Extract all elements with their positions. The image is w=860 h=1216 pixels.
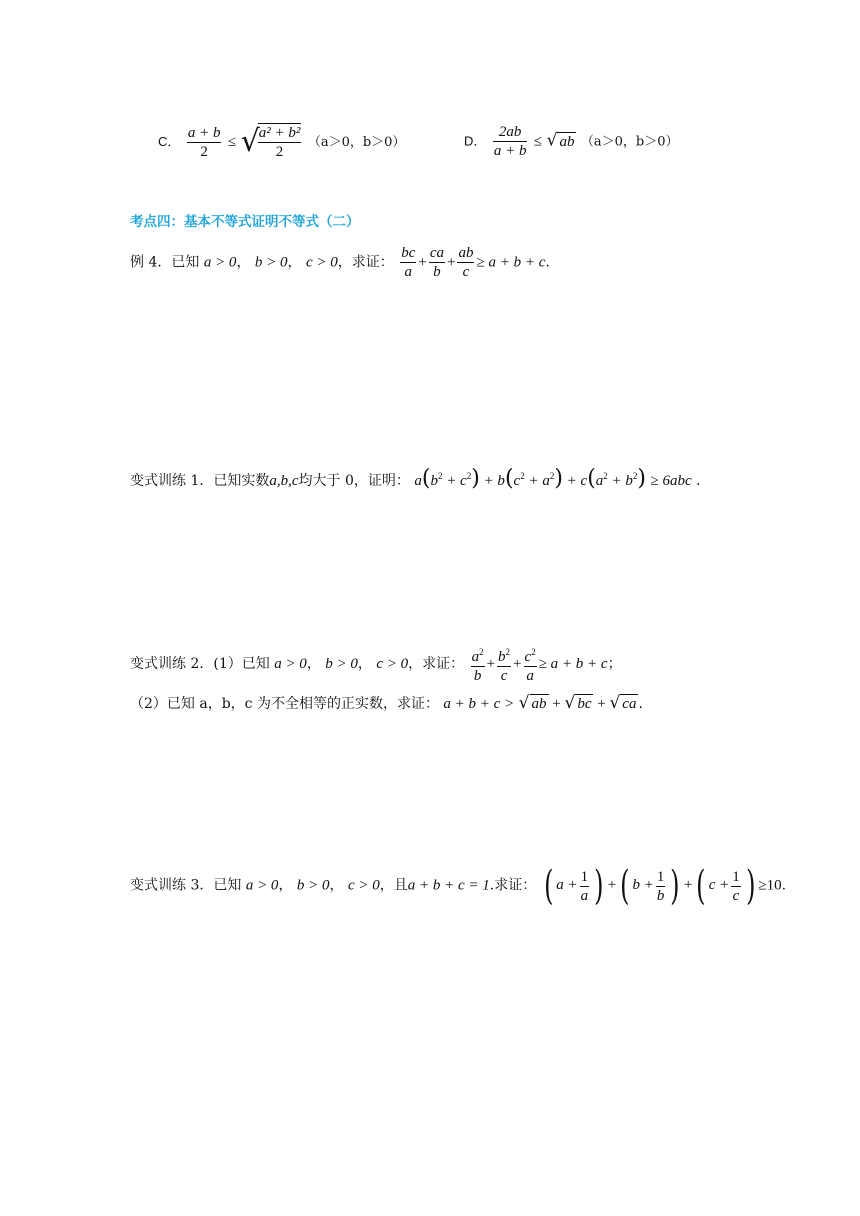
plus-sign: + xyxy=(447,254,456,271)
example-4-f1-den: a xyxy=(404,264,413,280)
example-4-fraction-2 xyxy=(429,244,445,281)
option-c-lhs-fraction xyxy=(187,124,222,161)
option-d-lhs-denominator: a + b xyxy=(493,143,527,159)
section-heading: 考点四：基本不等式证明不等式（二） xyxy=(130,214,360,230)
exercise-2-cond-a: a > 0 xyxy=(274,656,307,672)
exercise-2-part-2-label: （2）已知 a，b，c 为不全相等的正实数，求证： xyxy=(130,696,439,712)
sqrt-sign-icon: √ xyxy=(546,130,558,151)
exercise-2-sqrt-ca: ca xyxy=(622,696,637,712)
exercise-2-part-2: （2）已知 a，b，c 为不全相等的正实数，求证： a + b + c > √ ab + √ bc + √ ca . xyxy=(130,693,643,713)
exercise-3-cond-b: b > 0 xyxy=(296,877,330,894)
example-4-cond-b: b > 0 xyxy=(254,254,288,271)
option-d-rhs-sqrt: ab xyxy=(559,133,575,150)
option-c-rhs-numerator: a² + b² xyxy=(258,125,301,141)
option-c-rhs-denominator: 2 xyxy=(275,144,284,160)
exercise-1-text: 均大于 0，证明： xyxy=(298,473,410,489)
option-d-lhs-fraction xyxy=(493,123,528,160)
option-c-sign: ≤ xyxy=(227,134,237,150)
exercise-2-fraction-3: $\frac{c^2}{a}$ xyxy=(524,643,537,685)
option-c-rhs-fraction xyxy=(258,123,302,161)
option-c-letter: C． xyxy=(158,134,181,149)
example-4-fraction-1 xyxy=(400,244,416,281)
exercise-3: 变式训练 3．已知 a > 0， b > 0， c > 0，且a + b + c = 1.求证： ( a + $\frac{1}{a}$ ) +( b + $\frac{1}{b}$ ) +( c + $\frac{1}{c}$ ) ≥10. xyxy=(130,863,787,909)
exercise-1-rhs: ≥ 6abc xyxy=(650,473,692,489)
exercise-3-cond-c: c > 0 xyxy=(347,877,380,894)
example-4-cond-a: a > 0 xyxy=(203,254,237,271)
exercise-3-prove-label: 求证： xyxy=(494,877,537,894)
exercise-3-expression: ( a + $\frac{1}{a}$ ) +( b + $\frac{1}{b}$ ) +( c + $\frac{1}{c}$ ) xyxy=(543,863,756,909)
sqrt-sign-icon: √ xyxy=(518,693,530,713)
example-4-f1-num: bc xyxy=(401,245,416,261)
example-4-f3-num: ab xyxy=(458,245,474,261)
exercise-2-part-2-lhs: a + b + c > xyxy=(443,696,515,712)
exercise-2-cond-b: b > 0 xyxy=(325,656,358,672)
exercise-1-vars: a,b,c xyxy=(269,473,299,489)
exercise-3-cond-label: 且 xyxy=(393,877,408,894)
exercise-3-condition: a + b + c = 1 xyxy=(407,877,490,894)
sqrt-sign-icon: √ xyxy=(609,693,621,713)
exercise-2-sqrt-ab: ab xyxy=(531,696,547,712)
exercise-2-end: ； xyxy=(607,656,622,672)
example-4-f2-num: ca xyxy=(429,245,445,261)
option-c-condition: （a＞0，b＞0） xyxy=(307,135,406,150)
example-4: 例 4．已知 a > 0， b > 0， c > 0，求证： $\frac{bc}{a}$ + $\frac{ca}{b}$ + $\frac{ab}{c}$ ≥ a + b + c. xyxy=(130,245,550,280)
exercise-3-label: 变式训练 3．已知 xyxy=(130,877,242,894)
example-4-rhs: ≥ a + b + c xyxy=(476,254,546,271)
example-4-label: 例 4．已知 xyxy=(130,254,200,271)
option-d-lhs-numerator: 2ab xyxy=(493,123,528,142)
example-4-cond-c: c > 0 xyxy=(305,254,338,271)
exercise-2-rhs: ≥ a + b + c xyxy=(538,656,608,672)
exercise-1-label: 变式训练 1．已知实数 xyxy=(130,473,270,489)
option-c xyxy=(158,123,405,161)
exercise-1-expression: $a(b^2 + c^2) + b(c^2 + a^2) + c(a^2 + b^2)$ xyxy=(414,466,647,491)
option-d-condition: （a＞0，b＞0） xyxy=(580,134,679,150)
sqrt-sign-icon: √ xyxy=(240,124,260,159)
plus-sign: + xyxy=(513,656,522,672)
plus-sign: + xyxy=(486,656,496,672)
plus-sign: + xyxy=(418,254,427,271)
example-4-prove-label: 求证： xyxy=(351,254,394,271)
exercise-2-part-1: 变式训练 2．(1）已知 a > 0， b > 0， c > 0，求证： $\frac{a^2}{b}$ + $\frac{b^2}{c}$ + $\frac{c^2}{a}$ ≥ a + b + c； xyxy=(130,643,622,685)
option-d-letter: D． xyxy=(464,133,487,149)
sqrt-sign-icon: √ xyxy=(564,693,576,713)
exercise-2-sqrt-bc: bc xyxy=(577,696,592,712)
exercise-2-prove-label: 求证： xyxy=(422,656,465,672)
option-d xyxy=(464,123,679,160)
option-d-sign: ≤ xyxy=(533,133,543,150)
example-4-f3-den: c xyxy=(462,264,470,280)
exercise-1: 变式训练 1．已知实数a,b,c均大于 0，证明： $a(b^2 + c^2) + b(c^2 + a^2) + c(a^2 + b^2) \ge 6abc$ . xyxy=(130,466,701,491)
exercise-3-cond-a: a > 0 xyxy=(245,877,279,894)
example-4-fraction-3 xyxy=(457,244,474,281)
exercise-2-cond-c: c > 0 xyxy=(376,656,409,672)
example-4-f2-den: b xyxy=(433,264,441,280)
option-c-lhs-numerator: a + b xyxy=(187,124,221,141)
exercise-3-rhs: ≥10 xyxy=(758,877,782,894)
exercise-2-fraction-1: $\frac{a^2}{b}$ xyxy=(471,643,485,685)
option-c-lhs-denominator: 2 xyxy=(200,143,208,160)
exercise-2-fraction-2: $\frac{b^2}{c}$ xyxy=(497,643,511,685)
exercise-2-label: 变式训练 2．(1）已知 xyxy=(130,656,270,672)
